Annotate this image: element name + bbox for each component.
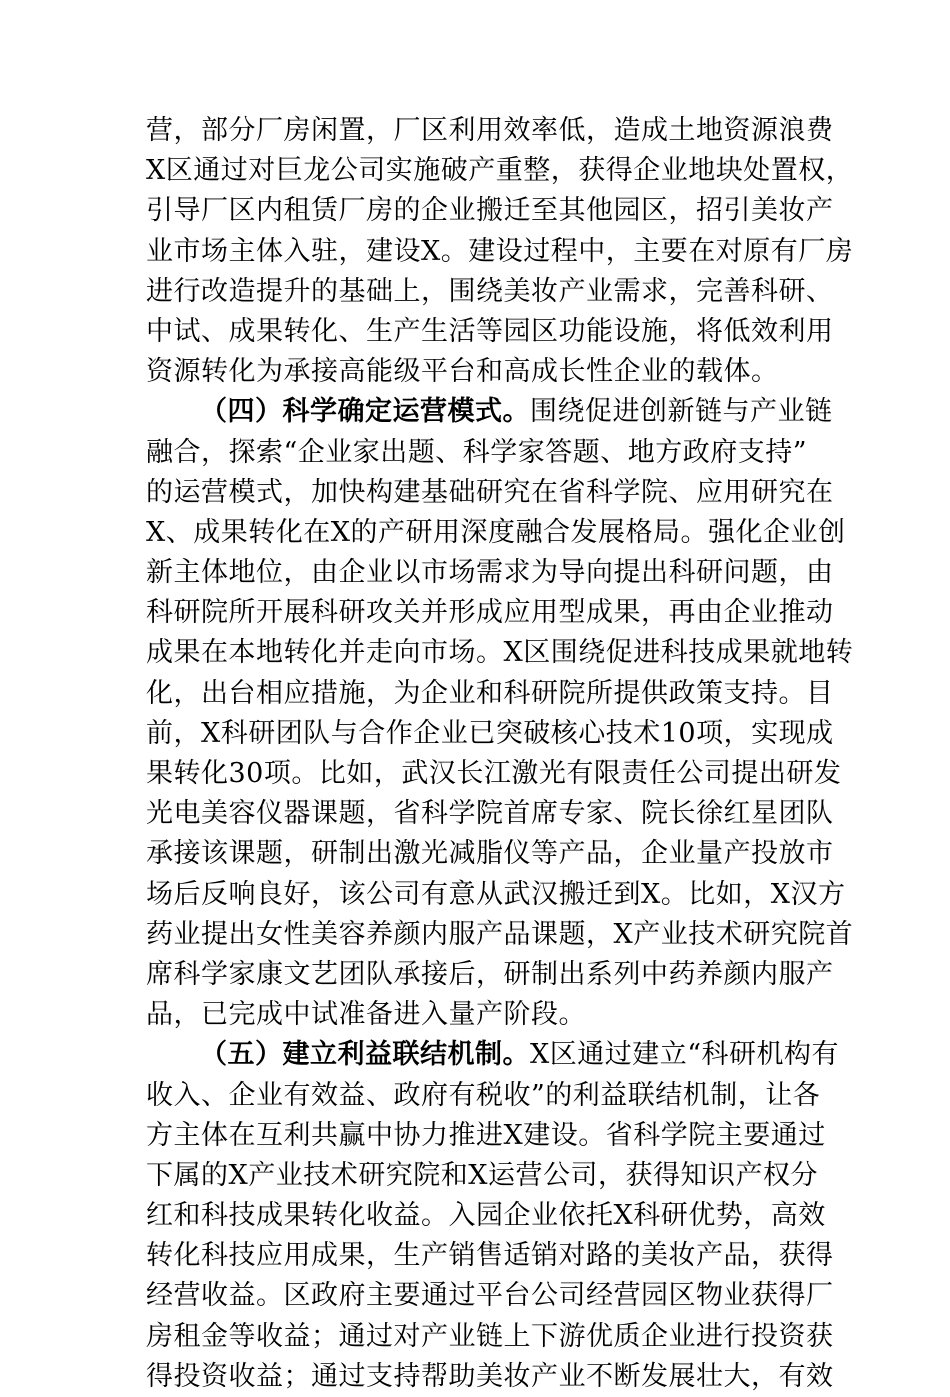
- section-heading-4: （四）科学确定运营模式。: [200, 396, 530, 428]
- document-body: [146, 111, 854, 1397]
- body-line: 方主体在互利共赢中协力推进X建设。省科学院主要通过: [146, 1119, 826, 1151]
- body-line: 得投资收益；通过支持帮助美妆产业不断发展壮大，有效: [146, 1360, 834, 1392]
- body-line: 进行改造提升的基础上，围绕美妆产业需求，完善科研、: [146, 275, 834, 307]
- body-line: 下属的X产业技术研究院和X运营公司，获得知识产权分: [146, 1159, 818, 1191]
- body-line: 资源转化为承接高能级平台和高成长性企业的载体。: [146, 356, 779, 388]
- body-line: 引导厂区内租赁厂房的企业搬迁至其他园区，招引美妆产: [146, 195, 834, 227]
- body-line: 前，X科研团队与合作企业已突破核心技术10项，实现成: [146, 717, 834, 749]
- body-line: 承接该课题，研制出激光减脂仪等产品，企业量产投放市: [146, 838, 834, 870]
- section-4-first-line: [146, 392, 833, 432]
- body-line: 科研院所开展科研攻关并形成应用型成果，再由企业推动: [146, 597, 834, 629]
- body-line: 果转化30项。比如，武汉长江激光有限责任公司提出研发: [146, 758, 842, 789]
- body-line: 场后反响良好，该公司有意从武汉搬迁到X。比如，X汉方: [146, 878, 846, 910]
- body-line: 光电美容仪器课题，省科学院首席专家、院长徐红星团队: [146, 798, 834, 830]
- body-line: 化，出台相应措施，为企业和科研院所提供政策支持。目: [146, 677, 834, 709]
- section-5-lead-text: X区通过建立“科研机构有: [530, 1039, 840, 1071]
- body-line: 转化科技应用成果，生产销售适销对路的美妆产品，获得: [146, 1240, 834, 1272]
- body-line: 药业提出女性美容养颜内服产品课题，X产业技术研究院首: [146, 918, 854, 950]
- body-line: 融合，探索“企业家出题、科学家答题、地方政府支持”: [146, 436, 808, 468]
- body-line: 中试、成果转化、生产生活等园区功能设施，将低效利用: [146, 315, 834, 347]
- section-5-first-line: [146, 1035, 840, 1075]
- body-line: 的运营模式，加快构建基础研究在省科学院、应用研究在: [146, 476, 834, 508]
- body-line: X区通过对巨龙公司实施破产重整，获得企业地块处置权，: [146, 155, 854, 187]
- body-line: 成果在本地转化并走向市场。X区围绕促进科技成果就地转: [146, 637, 854, 669]
- body-line: 席科学家康文艺团队承接后，研制出系列中药养颜内服产: [146, 958, 834, 990]
- body-line: 新主体地位，由企业以市场需求为导向提出科研问题，由: [146, 557, 834, 589]
- body-line: 经营收益。区政府主要通过平台公司经营园区物业获得厂: [146, 1280, 834, 1312]
- body-line: 收入、企业有效益、政府有税收”的利益联结机制，让各: [146, 1079, 821, 1111]
- body-line: 营，部分厂房闲置，厂区利用效率低，造成土地资源浪费: [146, 115, 834, 146]
- section-heading-5: （五）建立利益联结机制。: [200, 1039, 530, 1071]
- body-line: X、成果转化在X的产研用深度融合发展格局。强化企业创: [146, 516, 846, 548]
- body-line: 红和科技成果转化收益。入园企业依托X科研优势，高效: [146, 1200, 826, 1232]
- body-line: 品，已完成中试准备进入量产阶段。: [146, 999, 586, 1031]
- section-4-lead-text: 围绕促进创新链与产业链: [530, 396, 833, 428]
- body-line: 房租金等收益；通过对产业链上下游优质企业进行投资获: [146, 1320, 834, 1352]
- body-line: 业市场主体入驻，建设X。建设过程中，主要在对原有厂房: [146, 235, 854, 267]
